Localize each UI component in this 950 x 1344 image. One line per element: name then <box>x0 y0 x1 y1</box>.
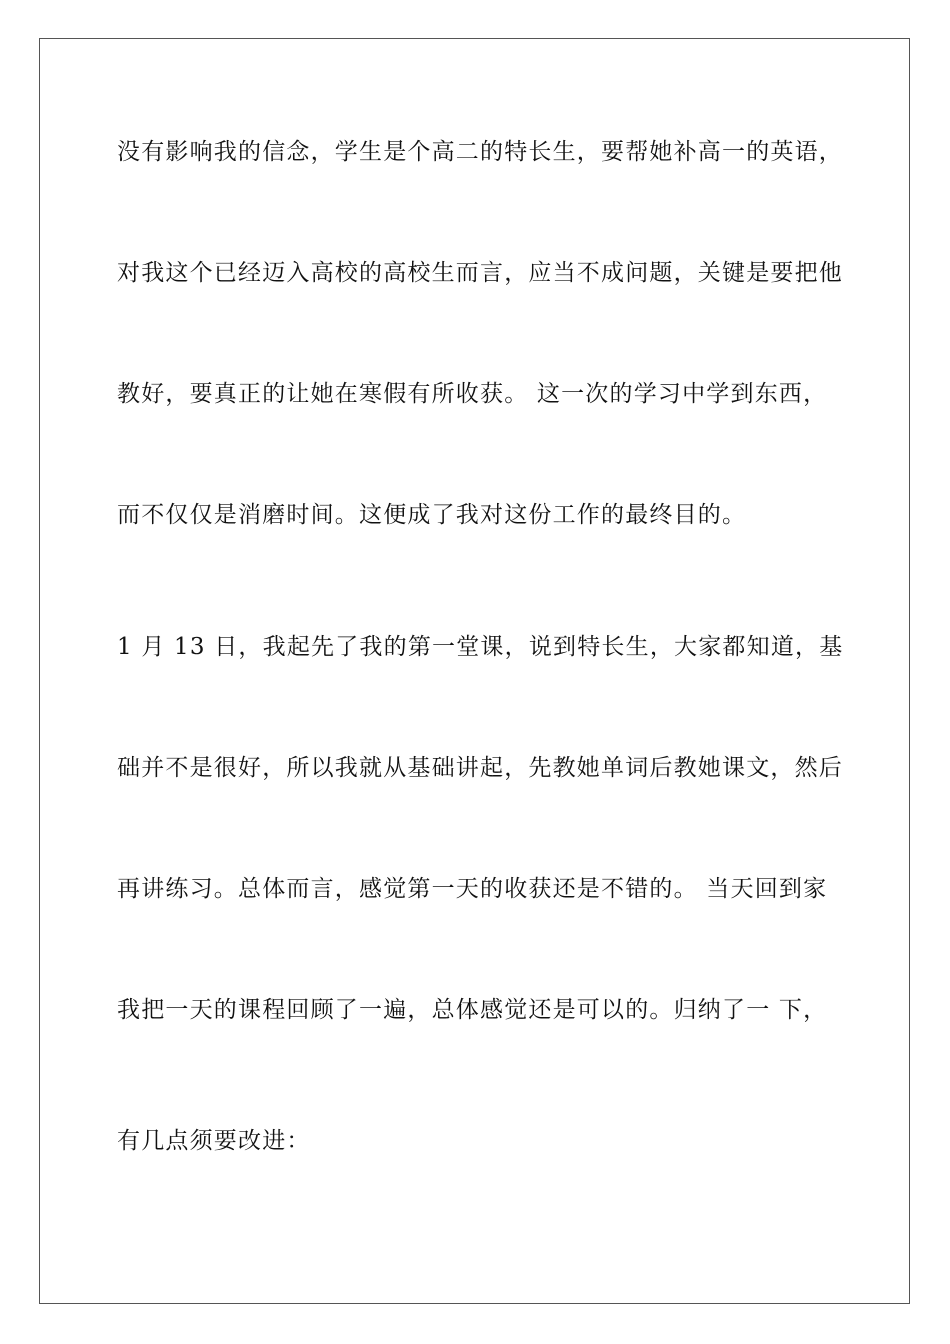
paragraph-line: 我把一天的课程回顾了一遍，总体感觉还是可以的。归纳了一 下， <box>117 997 828 1023</box>
page-border <box>39 38 910 1304</box>
paragraph-line: 有几点须要改进： <box>117 1128 311 1154</box>
paragraph-line: 而不仅仅是消磨时间。这便成了我对这份工作的最终目的。 <box>117 502 747 528</box>
paragraph-line: 没有影响我的信念，学生是个高二的特长生，要帮她补高一的英语， <box>117 139 843 165</box>
paragraph-line: 教好，要真正的让她在寒假有所收获。 这一次的学习中学到东西， <box>117 381 828 407</box>
paragraph-line: 础并不是很好，所以我就从基础讲起，先教她单词后教她课文，然后 <box>117 755 843 781</box>
paragraph-line: 1 月 13 日，我起先了我的第一堂课，说到特长生，大家都知道，基 <box>117 634 844 660</box>
paragraph-line: 对我这个已经迈入高校的高校生而言，应当不成问题，关键是要把他 <box>117 260 843 286</box>
paragraph-line: 再讲练习。总体而言，感觉第一天的收获还是不错的。 当天回到家 <box>117 876 828 902</box>
